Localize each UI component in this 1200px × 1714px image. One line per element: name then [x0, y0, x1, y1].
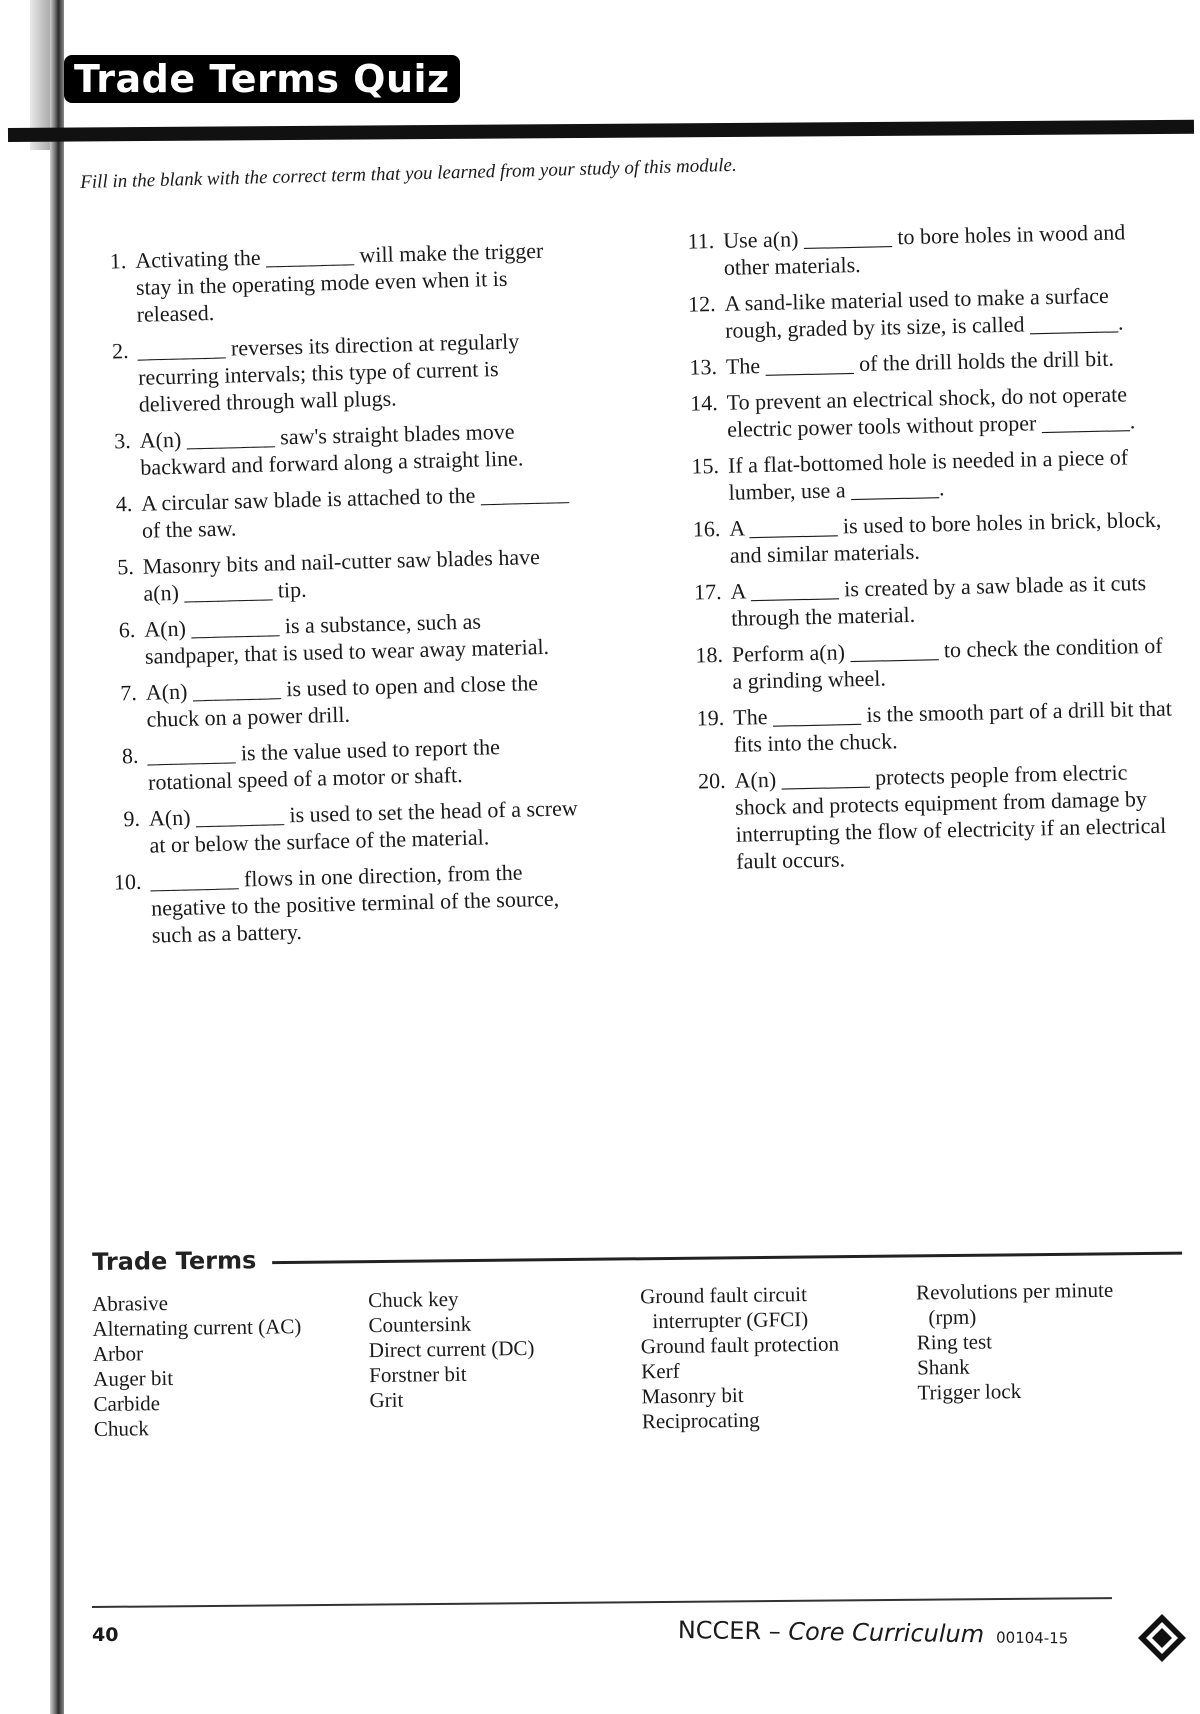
question-number: 4.: [115, 490, 133, 517]
question-text: ________ flows in one direction, from the negative to the positive terminal of the source, such as a battery.: [150, 859, 560, 948]
question-item: [671, 379, 1172, 443]
question-number: 8.: [121, 742, 139, 769]
term-item: Countersink: [368, 1311, 472, 1338]
question-item: [674, 505, 1175, 569]
trade-terms-list: [92, 1277, 1184, 1442]
term-item: Abrasive: [92, 1290, 169, 1316]
question-text: Use a(n) ________ to bore holes in wood and other materials.: [723, 219, 1126, 280]
question-item: [100, 731, 581, 797]
question-item: [675, 568, 1176, 632]
question-number: 9.: [123, 805, 141, 832]
footer-book-title: Core Curriculum: [788, 1617, 985, 1649]
page-number: 40: [92, 1624, 119, 1646]
question-item: [678, 694, 1179, 758]
term-item: Masonry bit: [641, 1382, 744, 1409]
question-item: [102, 794, 583, 860]
question-text: A ________ is used to bore holes in brick, block, and similar materials.: [729, 506, 1162, 568]
question-text: The ________ is the smooth part of a drill bit that fits into the chuck.: [732, 695, 1173, 757]
question-number: 19.: [696, 704, 725, 731]
question-number: 7.: [120, 679, 138, 706]
terms-column: [640, 1280, 918, 1434]
question-item: [669, 281, 1170, 345]
terms-column: [368, 1284, 642, 1438]
question-number: 13.: [689, 354, 718, 380]
question-number: 20.: [697, 767, 726, 794]
trade-terms-header: [92, 1237, 1182, 1276]
title-plate: [64, 55, 460, 103]
term-item: Chuck: [93, 1416, 149, 1441]
question-item: [679, 757, 1181, 875]
term-item: Ring test: [916, 1329, 993, 1355]
question-text: A(n) ________ saw's straight blades move backward and forward along a straight line.: [139, 418, 524, 480]
footer-separator: –: [760, 1617, 789, 1646]
question-text: A sand-like material used to make a surface rough, graded by its size, is called ________.: [724, 282, 1124, 343]
term-item: Trigger lock: [917, 1379, 1022, 1405]
question-item: [97, 605, 578, 671]
trade-terms-heading: Trade Terms: [92, 1246, 257, 1276]
question-number: 3.: [113, 428, 132, 454]
term-item: Arbor: [92, 1341, 144, 1366]
question-number: 2.: [111, 338, 129, 364]
questions-right-column: [668, 218, 1182, 885]
question-item: [103, 857, 585, 950]
question-item: [95, 542, 576, 608]
question-item: [90, 326, 572, 419]
question-text: The ________ of the drill holds the drill bit.: [725, 345, 1115, 379]
trade-terms-box: [92, 1248, 1182, 1442]
question-number: 10.: [113, 868, 142, 895]
terms-column: [92, 1288, 370, 1442]
quiz-instructions: Fill in the blank with the correct term that you learned from your study of this module.: [80, 154, 737, 193]
page-title: Trade Terms Quiz: [74, 57, 450, 101]
question-text: If a flat-bottomed hole is needed in a piece of lumber, use a ________.: [727, 444, 1129, 505]
term-item: Chuck key: [367, 1286, 459, 1313]
footer-title: [678, 1616, 1069, 1649]
question-number: 16.: [692, 515, 721, 542]
term-item: Grit: [369, 1387, 404, 1413]
term-item: Alternating current (AC): [92, 1314, 302, 1341]
question-text: Perform a(n) ________ to check the condition of a grinding wheel.: [731, 632, 1163, 694]
question-item: [668, 218, 1169, 282]
term-item: Revolutions per minute: [915, 1277, 1114, 1305]
question-number: 5.: [116, 553, 135, 580]
footer-brand: NCCER: [677, 1616, 762, 1646]
term-item: Kerf: [640, 1358, 680, 1384]
question-text: A circular saw blade is attached to the ________ of the saw.: [140, 480, 570, 543]
term-item: Shank: [916, 1354, 970, 1380]
term-item: Forstner bit: [369, 1361, 467, 1388]
question-text: ________ reverses its direction at regularly recurring intervals; this type of current is delivered through wall plugs.: [137, 328, 520, 417]
question-text: Activating the ________ will make the trigger stay in the operating mode even when it is released.: [135, 237, 544, 327]
questions-left-column: [88, 236, 585, 959]
question-number: 6.: [118, 616, 136, 643]
question-number: 11.: [687, 228, 715, 254]
question-text: A(n) ________ protects people from electric shock and protects equipment from damage by interrupting the flow of electricity if an electrical fault occurs.: [734, 759, 1167, 874]
question-item: [88, 236, 570, 329]
term-item: (rpm): [928, 1304, 977, 1330]
question-item: [92, 416, 573, 482]
question-number: 18.: [695, 641, 724, 668]
question-item: [99, 668, 580, 734]
footer-module-code: 00104-15: [995, 1628, 1069, 1648]
trade-terms-rule: [272, 1251, 1182, 1264]
question-item: [94, 479, 575, 545]
question-text: Masonry bits and nail-cutter saw blades have a(n) ________ tip.: [142, 544, 541, 606]
question-item: [671, 344, 1171, 381]
term-item: Auger bit: [93, 1365, 174, 1391]
question-number: 15.: [691, 452, 720, 479]
term-item: interrupter (GFCI): [652, 1307, 809, 1334]
question-number: 1.: [109, 248, 127, 274]
term-item: Ground fault protection: [640, 1331, 840, 1359]
term-item: Carbide: [93, 1391, 161, 1416]
question-text: A(n) ________ is a substance, such as sandpaper, that is used to wear away material.: [144, 608, 550, 669]
footer-rule: [92, 1597, 1112, 1608]
term-item: Direct current (DC): [368, 1335, 535, 1363]
nccer-logo-icon: [1136, 1612, 1188, 1664]
question-text: To prevent an electrical shock, do not operate electric power tools without proper ________.: [726, 381, 1136, 442]
question-text: ________ is the value used to report the rotational speed of a motor or shaft.: [147, 734, 501, 795]
header-band: [8, 120, 1194, 142]
question-number: 17.: [693, 578, 722, 605]
question-text: A ________ is created by a saw blade as it cuts through the material.: [730, 570, 1147, 631]
term-item: Reciprocating: [641, 1407, 760, 1434]
binding-gutter: [50, 0, 64, 1714]
question-text: A(n) ________ is used to open and close the chuck on a power drill.: [145, 670, 539, 732]
question-item: [677, 631, 1178, 695]
question-text: A(n) ________ is used to set the head of a screw at or below the surface of the material.: [148, 795, 579, 858]
question-number: 14.: [689, 390, 718, 416]
term-item: Ground fault circuit: [639, 1282, 808, 1309]
question-item: [673, 442, 1174, 506]
question-number: 12.: [687, 291, 716, 317]
terms-column: [916, 1277, 1158, 1430]
